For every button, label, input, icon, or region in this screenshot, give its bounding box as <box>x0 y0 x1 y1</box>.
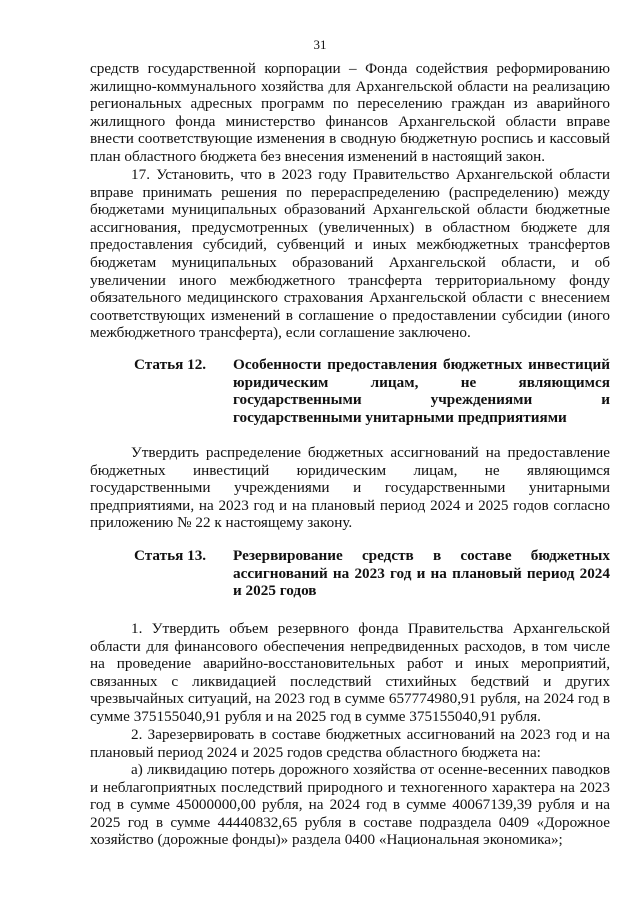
article-13-paragraph-2a: а) ликвидацию потерь дорожного хозяйства от осенне-весенних паводков и неблагоприятных последствий природного и техногенного характера на 2023 год в сумме 45000000,00 рубля, на 2024 год в сумме 40067139,39 рубля и на 2025 год в сумме 44440832,65 рубля в составе подраздела 0409 «Дорожное хозяйство (дорожные фонды)» раздела 0400 «Национальная экономика»; <box>90 761 610 849</box>
paragraph-17: 17. Установить, что в 2023 году Правительство Архангельской области вправе принимать решения по перераспределению (распределению) между бюджетами муниципальных образований Архангельской области бюджетные ассигнования, предусмотренных (увеличенных) в областном бюджете для предоставления субсидий, субвенций и иных межбюджетных трансфертов бюджетам муниципальных образований Архангельской области, и об увеличении иного межбюджетного трансферта территориальному фонду обязательного медицинского страхования Архангельской области с внесением соответствующих изменений в соглашение о предоставлении субсидии (иного межбюджетного трансферта), если соглашение заключено. <box>90 166 610 342</box>
article-13-label: Статья 13. <box>134 547 207 564</box>
article-13-paragraph-1: 1. Утвердить объем резервного фонда Правительства Архангельской области для финансового обеспечения непредвиденных расходов, в том числе на проведение аварийно-восстановительных работ и иных мероприятий, связанных с ликвидацией последствий стихийных бедствий и других чрезвычайных ситуаций, на 2023 год в сумме 657774980,91 рубля, на 2024 год в сумме 375155040,91 рубля и на 2025 год в сумме 375155040,91 рубля. <box>90 620 610 725</box>
page-number: 31 <box>313 37 327 52</box>
article-13-paragraph-2: 2. Зарезервировать в составе бюджетных ассигнований на 2023 год и на плановый период 2024 и 2025 годов средства областного бюджета на: <box>90 726 610 761</box>
article-12-body: Утвердить распределение бюджетных ассигнований на предоставление бюджетных инвестиций юридическим лицам, не являющимся государственными учреждениями и государственными унитарными предприятиями, на 2023 год и на плановый период 2024 и 2025 годов согласно приложению № 22 к настоящему закону. <box>90 444 610 532</box>
article-12-label: Статья 12. <box>134 356 207 373</box>
paragraph-continued: средств государственной корпорации – Фонда содействия реформированию жилищно-коммунального хозяйства для Архангельской области на реализацию региональных адресных программ по переселению граждан из аварийного жилищного фонда министерство финансов Архангельской области вправе внести соответствующие изменения в сводную бюджетную роспись и кассовый план областного бюджета без внесения изменений в настоящий закон. <box>90 60 610 165</box>
article-13-title: Резервирование средств в составе бюджетных ассигнований на 2023 год и на плановый период 2024 и 2025 годов <box>233 547 610 600</box>
article-12-title: Особенности предоставления бюджетных инвестиций юридическим лицам, не являющимся государственными учреждениями и государственными унитарными предприятиями <box>233 356 610 426</box>
